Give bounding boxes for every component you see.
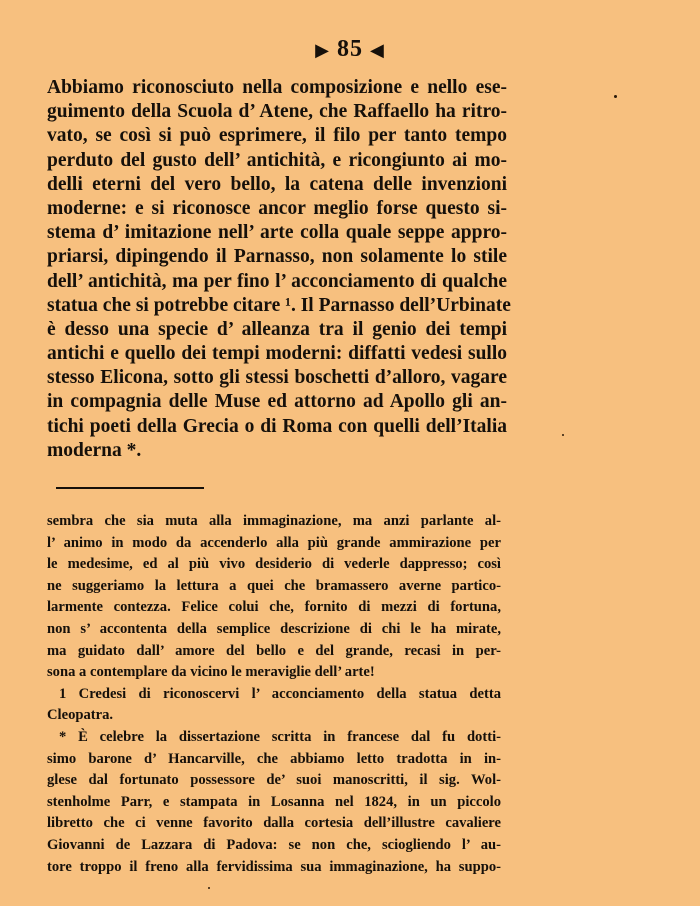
text-line: tichi poeti della Grecia o di Roma con quelli dell’Italia: [47, 415, 507, 437]
text-line: delli eterni del vero bello, la catena delle invenzioni: [47, 173, 507, 195]
print-speck: [614, 95, 617, 98]
footnote-line: libretto che ci venne favorito dalla cortesia dell’illustre cavaliere: [47, 815, 501, 832]
text-line: stesso Elicona, sotto gli stessi boschetti d’alloro, vagare: [47, 367, 507, 389]
page-number: 85: [337, 36, 363, 62]
footnote-line: larmente contezza. Felice colui che, fornito di mezzi di fortuna,: [47, 599, 501, 616]
text-line: stema d’ imitazione nell’ arte colla quale seppe appro-: [47, 222, 507, 244]
text-line: in compagnia delle Muse ed attorno ad Apollo gli an-: [47, 391, 507, 413]
footnote-line: Giovanni de Lazzara di Padova: se non che, sciogliendo l’ au-: [47, 836, 501, 853]
left-ornament: ▶: [315, 40, 330, 60]
text-line: Abbiamo riconosciuto nella composizione e nello ese-: [47, 77, 507, 98]
footnote-separator: [56, 487, 204, 489]
text-line: moderna *.: [47, 439, 142, 461]
footnote-line: ma guidato dall’ amore del bello e del grande, recasi in per-: [47, 642, 501, 659]
footnote-1: 1 Credesi di riconoscervi l’ acconciamento della statua detta: [59, 685, 501, 702]
footnote-star: * È celebre la dissertazione scritta in francese dal fu dotti-: [59, 728, 501, 745]
main-text: [47, 76, 511, 463]
text-line: statua che si potrebbe citare ¹. Il Parnasso dell’Urbinate: [47, 294, 511, 316]
footnote-line: simo barone d’ Hancarville, che abbiamo letto tradotta in in-: [47, 750, 501, 767]
text-line: antichi e quello dei tempi moderni: diffatti vedesi sullo: [47, 343, 507, 365]
text-line: priarsi, dipingendo il Parnasso, non solamente lo stile: [47, 246, 507, 268]
page-header: [0, 36, 700, 63]
footnote-line: non s’ accontenta della semplice descrizione di chi le ha mirate,: [47, 620, 501, 637]
text-line: vato, se così si può esprimere, il filo per tanto tempo: [47, 125, 507, 147]
right-ornament: ◀: [370, 40, 385, 60]
footnote-line: l’ animo in modo da accenderlo alla più grande ammirazione per: [47, 534, 501, 551]
footnote-line: stenholme Parr, e stampata in Losanna nel 1824, in un piccolo: [47, 793, 501, 810]
footnotes: [47, 511, 501, 878]
print-speck: [562, 434, 564, 436]
footnote-line: ne suggeriamo la lettura a quei che bramassero averne partico-: [47, 577, 501, 594]
footnote-line: sona a contemplare da vicino le meraviglie dell’ arte!: [47, 664, 375, 681]
text-line: dell’ antichità, ma per fino l’ acconciamento di qualche: [47, 270, 507, 292]
text-line: è desso una specie d’ alleanza tra il genio dei tempi: [47, 318, 507, 340]
print-speck: [208, 887, 210, 889]
footnote-line: sembra che sia muta alla immaginazione, ma anzi parlante al-: [47, 513, 501, 529]
footnote-line: glese dal fortunato possessore de’ suoi manoscritti, il sig. Wol-: [47, 772, 501, 789]
text-line: guimento della Scuola d’ Atene, che Raffaello ha ritro-: [47, 101, 507, 123]
text-line: moderne: e si riconosce ancor meglio forse questo si-: [47, 197, 507, 219]
text-line: perduto del gusto dell’ antichità, e ricongiunto ai mo-: [47, 149, 507, 171]
footnote-line: le medesime, ed al più vivo desiderio di vederle dappresso; così: [47, 556, 501, 573]
footnote-line: Cleopatra.: [47, 707, 114, 724]
footnote-line: tore troppo il freno alla fervidissima sua immaginazione, ha suppo-: [47, 858, 501, 875]
